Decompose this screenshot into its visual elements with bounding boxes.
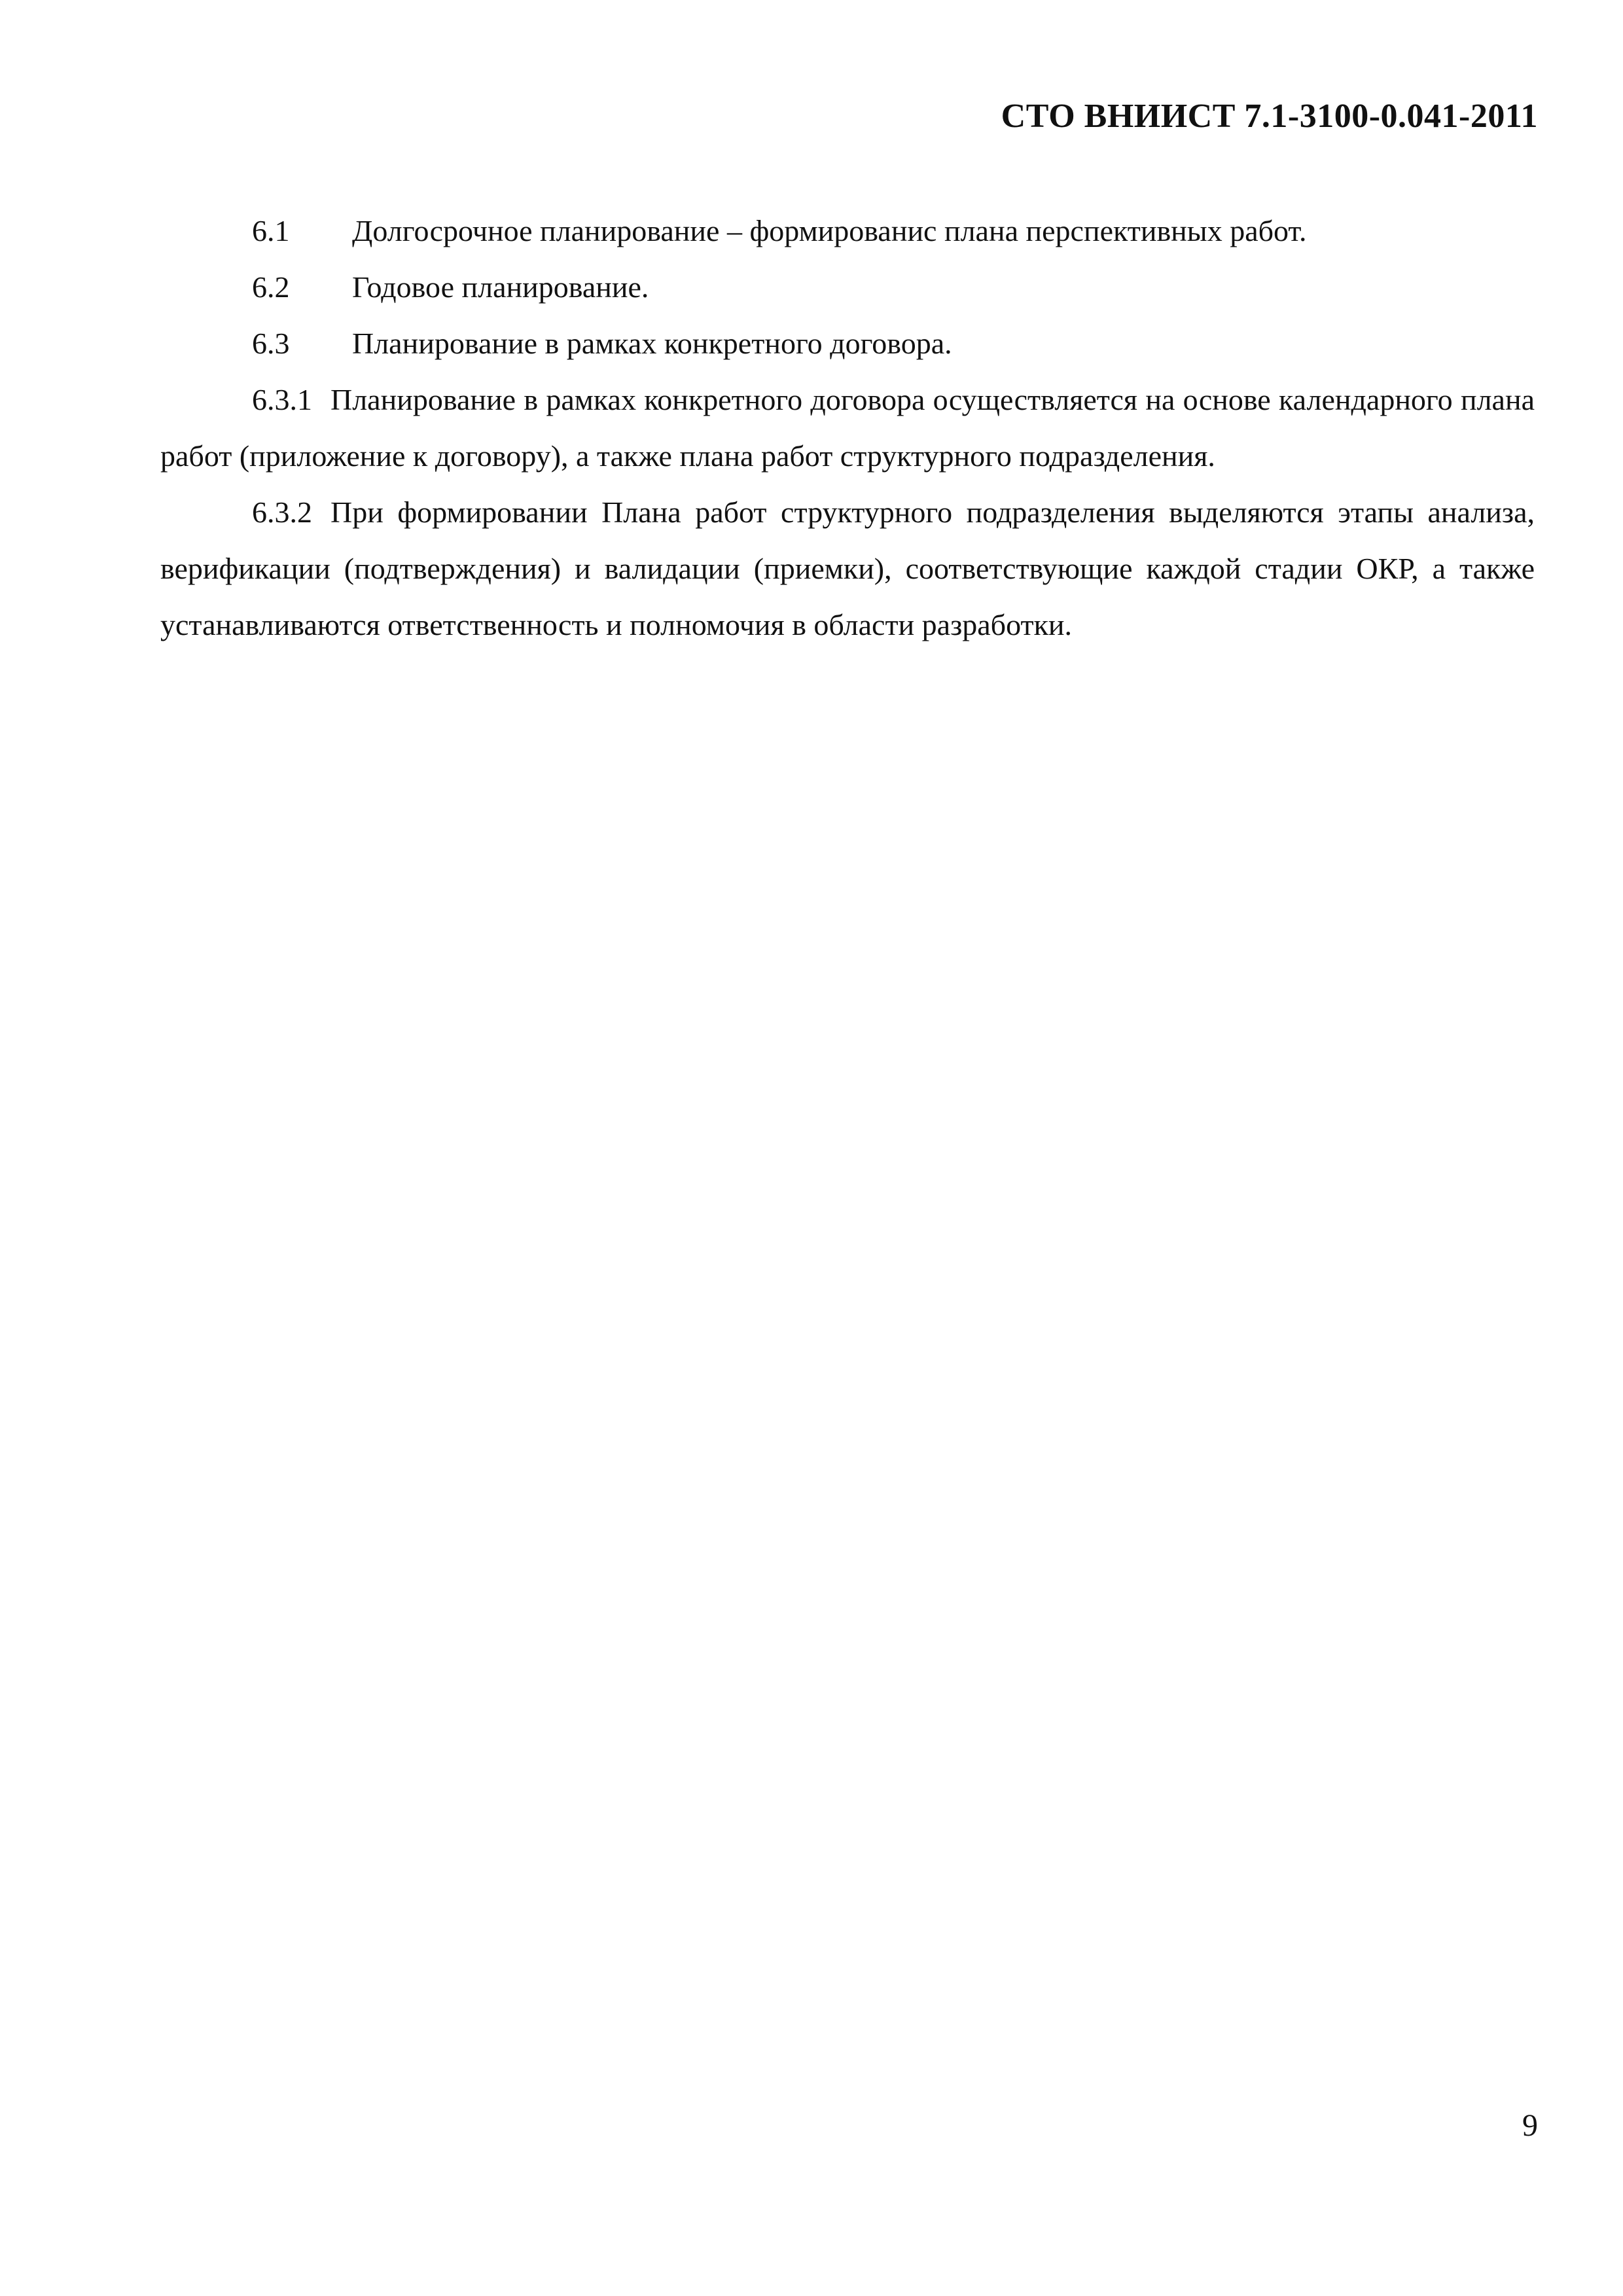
item-text: Годовое планирование.	[352, 270, 649, 304]
list-item	[160, 315, 1535, 372]
paragraph	[160, 372, 1535, 484]
paragraph-number: 6.3.1	[252, 383, 312, 416]
list-item	[160, 259, 1535, 315]
item-number: 6.2	[252, 270, 290, 304]
document-code: СТО ВНИИСТ 7.1-3100-0.041-2011	[1001, 98, 1538, 135]
paragraph	[160, 484, 1535, 653]
list-item	[160, 203, 1535, 259]
paragraph-number: 6.3.2	[252, 495, 312, 529]
page-number: 9	[1522, 2108, 1538, 2143]
paragraph-text: При формировании Плана работ структурного подразделения выделяются этапы анализа, верификации (подтверждения) и валидации (приемки), соответствующие каждой стадии ОКР, а также устанавливаются ответственность и полномочия в области разработки.	[160, 495, 1535, 641]
paragraph-text: Планирование в рамках конкретного договора осуществляется на основе календарного плана работ (приложение к договору), а также плана работ структурного подразделения.	[160, 383, 1535, 473]
item-text: Планирование в рамках конкретного договора.	[352, 327, 952, 360]
item-text: Долгосрочное планирование – формированис плана перспективных работ.	[352, 214, 1307, 247]
item-number: 6.1	[252, 214, 290, 247]
item-number: 6.3	[252, 327, 290, 360]
page-body	[160, 203, 1535, 653]
